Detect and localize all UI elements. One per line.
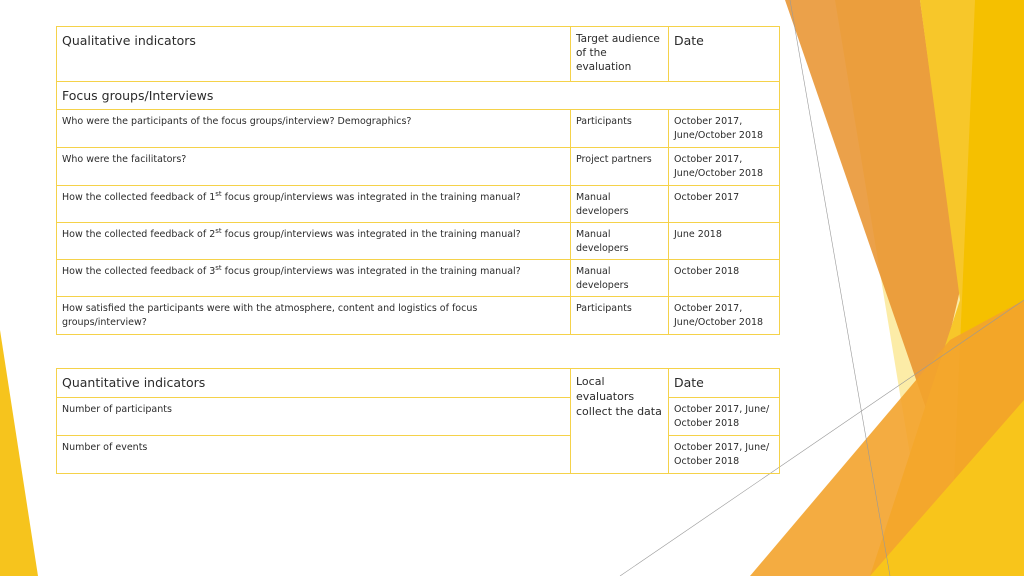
- audience-cell: Manual developers: [571, 223, 669, 260]
- table-row: [57, 110, 780, 148]
- qualitative-header-cell: Qualitative indicators: [57, 27, 571, 82]
- table-row: [57, 436, 780, 474]
- question-text-rest: focus group/interviews was integrated in the training manual?: [221, 229, 521, 240]
- question-cell: [57, 186, 571, 223]
- question-cell: Who were the facilitators?: [57, 148, 571, 186]
- left-accent-shape: [0, 330, 38, 576]
- date-cell: October 2017, June/October 2018: [669, 148, 780, 186]
- question-cell: [57, 223, 571, 260]
- question-cell: How satisfied the participants were with the atmosphere, content and logistics of focus groups/interview?: [57, 297, 571, 335]
- indicator-cell: Number of events: [57, 436, 571, 474]
- quantitative-indicators-table: [56, 368, 780, 474]
- question-cell: [57, 260, 571, 297]
- table-row: [57, 148, 780, 186]
- ordinal-suffix: st: [215, 226, 222, 235]
- table-row: [57, 223, 780, 260]
- indicator-cell: Number of participants: [57, 398, 571, 436]
- qualitative-indicators-table: [56, 26, 780, 335]
- date-cell: October 2017, June/October 2018: [669, 110, 780, 148]
- date-cell: October 2017, June/October 2018: [669, 297, 780, 335]
- question-text-rest: focus group/interviews was integrated in the training manual?: [221, 266, 521, 277]
- date-header-cell: Date: [669, 369, 780, 398]
- audience-cell: Manual developers: [571, 260, 669, 297]
- audience-cell: Participants: [571, 110, 669, 148]
- ordinal-suffix: st: [215, 263, 222, 272]
- table-row: [57, 186, 780, 223]
- date-cell: October 2018: [669, 260, 780, 297]
- date-cell: October 2017, June/ October 2018: [669, 398, 780, 436]
- question-text: How the collected feedback of 3: [62, 266, 216, 277]
- focus-groups-section-header: Focus groups/Interviews: [57, 82, 780, 110]
- date-cell: June 2018: [669, 223, 780, 260]
- question-text: How the collected feedback of 2: [62, 229, 216, 240]
- question-cell: Who were the participants of the focus groups/interview? Demographics?: [57, 110, 571, 148]
- quantitative-header-cell: Quantitative indicators: [57, 369, 571, 398]
- audience-header-cell: Target audience of the evaluation: [571, 27, 669, 82]
- audience-cell: Manual developers: [571, 186, 669, 223]
- table-row: [57, 260, 780, 297]
- ordinal-suffix: st: [215, 189, 222, 198]
- question-text: How the collected feedback of 1: [62, 192, 216, 203]
- date-cell: October 2017, June/ October 2018: [669, 436, 780, 474]
- date-cell: October 2017: [669, 186, 780, 223]
- table-row: [57, 297, 780, 335]
- question-text-rest: focus group/interviews was integrated in the training manual?: [221, 192, 521, 203]
- date-header-cell: Date: [669, 27, 780, 82]
- local-evaluators-cell: Local evaluators collect the data: [571, 369, 669, 474]
- audience-cell: Participants: [571, 297, 669, 335]
- table-row: [57, 398, 780, 436]
- audience-cell: Project partners: [571, 148, 669, 186]
